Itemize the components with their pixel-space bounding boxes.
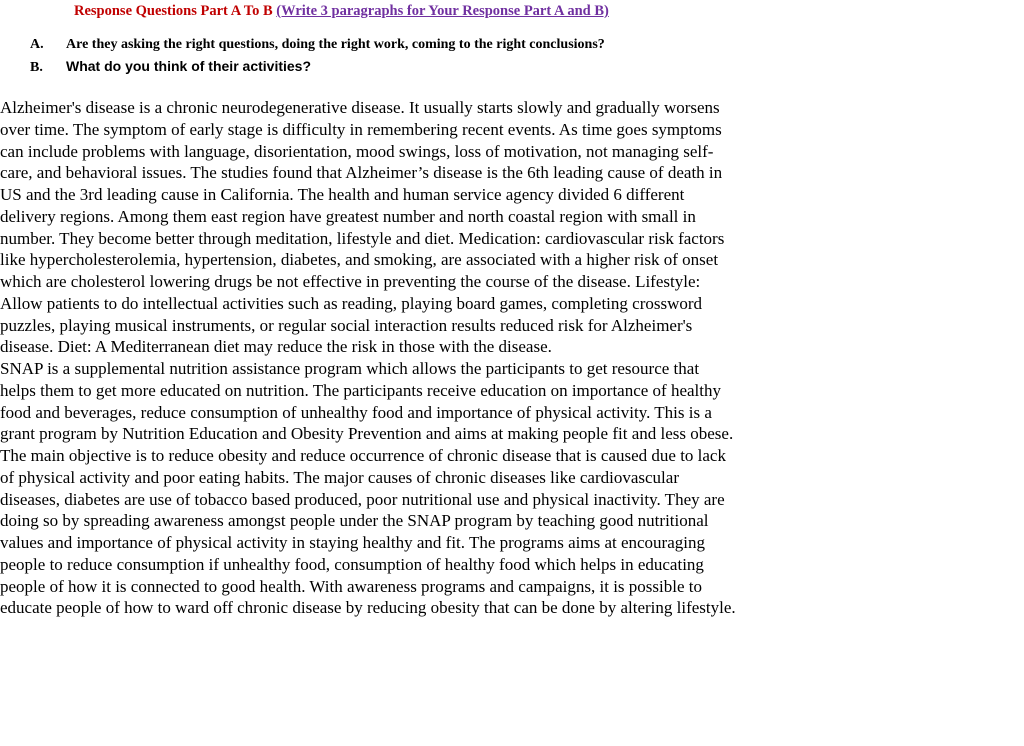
question-text: What do you think of their activities?	[66, 58, 312, 74]
paragraph-alzheimers: Alzheimer's disease is a chronic neurodegenerative disease. It usually starts slowly and gradually worsens over time. The symptom of early stage is difficulty in remembering recent events. As time goes symptoms can include problems with language, disorientation, mood swings, loss of motivation, not managing self-care, and behavioral issues. The studies found that Alzheimer’s disease is the 6th leading cause of death in US and the 3rd leading cause in California. The health and human service agency divided 6 different delivery regions. Among them east region have greatest number and north coastal region with small in number. They become better through meditation, lifestyle and diet. Medication: cardiovascular risk factors like hypercholesterolemia, hypertension, diabetes, and smoking, are associated with a higher risk of onset which are cholesterol lowering drugs be not effective in preventing the course of the disease. Lifestyle: Allow patients to do intellectual activities such as reading, playing board games, completing crossword puzzles, playing musical instruments, or regular social interaction results reduced risk for Alzheimer's disease. Diet: A Mediterranean diet may reduce the risk in those with the disease.	[0, 98, 725, 357]
question-a	[30, 37, 605, 58]
question-letter: A.	[30, 37, 44, 52]
page-header	[74, 2, 609, 20]
response-body	[0, 97, 738, 619]
question-list	[30, 37, 605, 79]
header-title: Response Questions Part A To B	[74, 3, 277, 19]
question-b	[30, 58, 605, 79]
instructions-link[interactable]: (Write 3 paragraphs for Your Response Part A and B)	[276, 3, 609, 19]
question-text: Are they asking the right questions, doing the right work, coming to the right conclusions?	[66, 37, 605, 52]
paragraph-snap: SNAP is a supplemental nutrition assistance program which allows the participants to get resource that helps them to get more educated on nutrition. The participants receive education on importance of healthy food and beverages, reduce consumption of unhealthy food and importance of physical activity. This is a grant program by Nutrition Education and Obesity Prevention and aims at making people fit and less obese. The main objective is to reduce obesity and reduce occurrence of chronic disease that is caused due to lack of physical activity and poor eating habits. The major causes of chronic diseases like cardiovascular diseases, diabetes are use of tobacco based produced, poor nutritional use and physical inactivity. They are doing so by spreading awareness amongst people under the SNAP program by teaching good nutritional values and importance of physical activity in staying healthy and fit. The programs aims at encouraging people to reduce consumption if unhealthy food, consumption of healthy food which helps in educating people of how it is connected to good health. With awareness programs and campaigns, it is possible to educate people of how to ward off chronic disease by reducing obesity that can be done by altering lifestyle.	[0, 359, 736, 618]
question-letter: B.	[30, 60, 43, 75]
